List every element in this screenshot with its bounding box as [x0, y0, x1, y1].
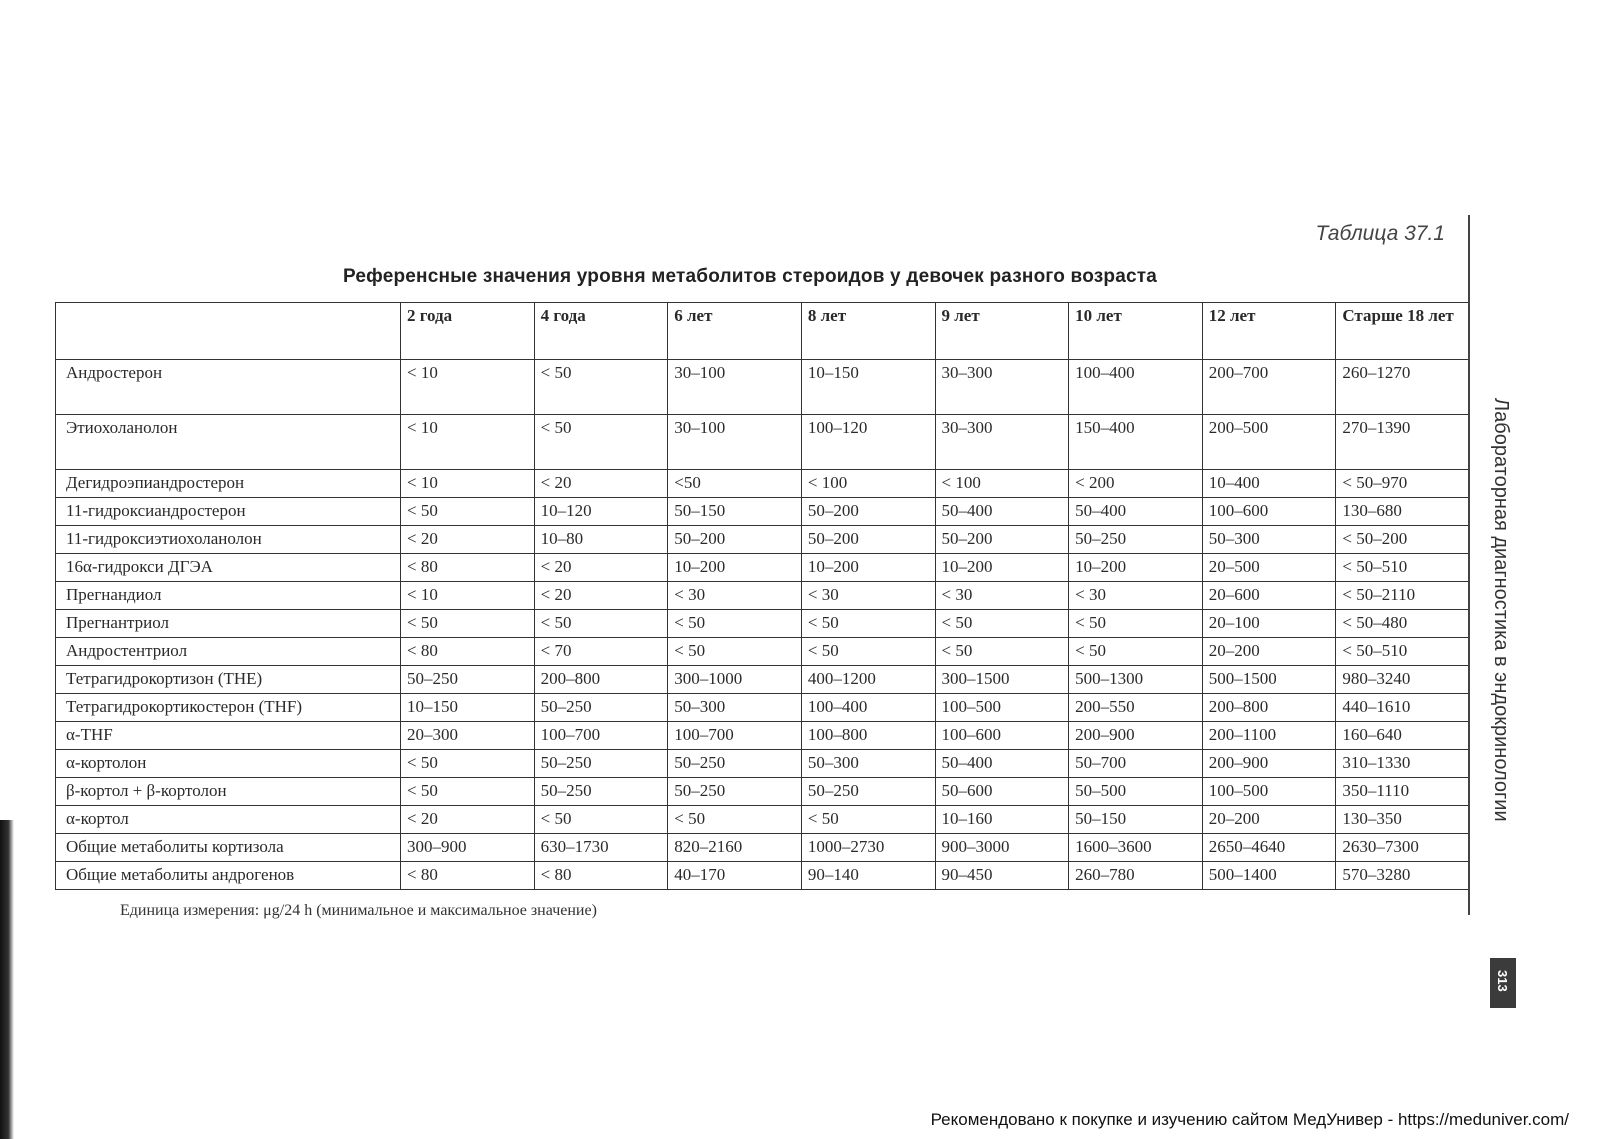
value-cell: 200–1100	[1202, 722, 1336, 750]
value-cell: < 50	[401, 498, 535, 526]
value-cell: 200–900	[1069, 722, 1203, 750]
value-cell: < 50–510	[1336, 554, 1470, 582]
value-cell: 130–350	[1336, 806, 1470, 834]
value-cell: 900–3000	[935, 834, 1069, 862]
value-cell: 20–200	[1202, 638, 1336, 666]
value-cell: 50–250	[668, 750, 802, 778]
value-cell: < 10	[401, 360, 535, 415]
table-row	[56, 554, 1470, 582]
value-cell: 10–200	[935, 554, 1069, 582]
header-cell: 6 лет	[668, 303, 802, 360]
value-cell: 100–700	[534, 722, 668, 750]
value-cell: < 20	[401, 806, 535, 834]
value-cell: 200–500	[1202, 415, 1336, 470]
table-row	[56, 806, 1470, 834]
value-cell: 50–400	[1069, 498, 1203, 526]
value-cell: 50–250	[801, 778, 935, 806]
value-cell: < 50	[534, 610, 668, 638]
value-cell: < 50	[401, 610, 535, 638]
metabolite-name-cell: 11-гидроксиандростерон	[56, 498, 401, 526]
value-cell: 50–150	[1069, 806, 1203, 834]
table-body	[56, 360, 1470, 890]
value-cell: 100–400	[1069, 360, 1203, 415]
table-title: Референсные значения уровня метаболитов стероидов у девочек разного возраста	[342, 266, 1158, 287]
metabolite-name-cell: α-кортол	[56, 806, 401, 834]
value-cell: 300–1500	[935, 666, 1069, 694]
value-cell: 400–1200	[801, 666, 935, 694]
value-cell: 440–1610	[1336, 694, 1470, 722]
value-cell: 300–900	[401, 834, 535, 862]
value-cell: 100–500	[1202, 778, 1336, 806]
table-row	[56, 834, 1470, 862]
value-cell: < 50	[801, 806, 935, 834]
value-cell: 50–600	[935, 778, 1069, 806]
value-cell: < 70	[534, 638, 668, 666]
value-cell: 90–140	[801, 862, 935, 890]
value-cell: < 30	[1069, 582, 1203, 610]
value-cell: < 50	[935, 610, 1069, 638]
value-cell: 10–80	[534, 526, 668, 554]
header-cell: 12 лет	[1202, 303, 1336, 360]
value-cell: < 50	[401, 750, 535, 778]
value-cell: < 50	[801, 610, 935, 638]
header-cell: Старше 18 лет	[1336, 303, 1470, 360]
value-cell: 100–600	[935, 722, 1069, 750]
value-cell: 200–900	[1202, 750, 1336, 778]
value-cell: < 50–510	[1336, 638, 1470, 666]
value-cell: 50–200	[801, 498, 935, 526]
value-cell: 50–150	[668, 498, 802, 526]
value-cell: 90–450	[935, 862, 1069, 890]
metabolite-name-cell: Прегнандиол	[56, 582, 401, 610]
value-cell: 20–600	[1202, 582, 1336, 610]
value-cell: < 50	[801, 638, 935, 666]
metabolite-name-cell: α-THF	[56, 722, 401, 750]
value-cell: 30–300	[935, 415, 1069, 470]
table-row	[56, 498, 1470, 526]
metabolite-name-cell: Общие метаболиты андрогенов	[56, 862, 401, 890]
value-cell: 310–1330	[1336, 750, 1470, 778]
value-cell: 20–100	[1202, 610, 1336, 638]
value-cell: < 50	[1069, 638, 1203, 666]
value-cell: < 50	[401, 778, 535, 806]
value-cell: 50–300	[668, 694, 802, 722]
table-row	[56, 415, 1470, 470]
value-cell: < 50	[1069, 610, 1203, 638]
table-number: Таблица 37.1	[1315, 222, 1445, 245]
metabolite-name-cell: Тетрагидрокортикостерон (THF)	[56, 694, 401, 722]
value-cell: 50–700	[1069, 750, 1203, 778]
value-cell: 100–120	[801, 415, 935, 470]
value-cell: < 50	[534, 360, 668, 415]
value-cell: 2650–4640	[1202, 834, 1336, 862]
value-cell: 10–150	[801, 360, 935, 415]
value-cell: 10–400	[1202, 470, 1336, 498]
value-cell: 200–550	[1069, 694, 1203, 722]
header-cell	[56, 303, 401, 360]
value-cell: 200–700	[1202, 360, 1336, 415]
table-row	[56, 722, 1470, 750]
metabolite-name-cell: Прегнантриол	[56, 610, 401, 638]
value-cell: 820–2160	[668, 834, 802, 862]
bottom-watermark-note: Рекомендовано к покупке и изучению сайтом МедУнивер - https://meduniver.com/	[930, 1110, 1569, 1129]
page-number: 313	[1495, 970, 1510, 992]
value-cell: < 80	[401, 862, 535, 890]
table-row	[56, 470, 1470, 498]
margin-rule	[1468, 215, 1470, 915]
value-cell: 100–400	[801, 694, 935, 722]
value-cell: < 20	[534, 470, 668, 498]
value-cell: 100–700	[668, 722, 802, 750]
metabolite-name-cell: Общие метаболиты кортизола	[56, 834, 401, 862]
value-cell: 50–250	[668, 778, 802, 806]
value-cell: < 10	[401, 582, 535, 610]
value-cell: 130–680	[1336, 498, 1470, 526]
value-cell: 1600–3600	[1069, 834, 1203, 862]
value-cell: < 50–2110	[1336, 582, 1470, 610]
value-cell: 500–1500	[1202, 666, 1336, 694]
table-row	[56, 862, 1470, 890]
value-cell: 10–200	[668, 554, 802, 582]
value-cell: 10–200	[1069, 554, 1203, 582]
value-cell: < 80	[401, 638, 535, 666]
value-cell: 50–250	[534, 778, 668, 806]
page-number-badge	[1490, 958, 1516, 1008]
metabolite-name-cell: α-кортолон	[56, 750, 401, 778]
metabolite-name-cell: 16α-гидрокси ДГЭА	[56, 554, 401, 582]
value-cell: 50–250	[401, 666, 535, 694]
value-cell: < 50	[668, 806, 802, 834]
value-cell: < 10	[401, 470, 535, 498]
table-row	[56, 666, 1470, 694]
value-cell: 30–100	[668, 360, 802, 415]
reference-values-table	[55, 302, 1470, 890]
value-cell: 200–800	[534, 666, 668, 694]
value-cell: < 50–200	[1336, 526, 1470, 554]
value-cell: 30–100	[668, 415, 802, 470]
value-cell: 50–400	[935, 750, 1069, 778]
table-row	[56, 582, 1470, 610]
table-row	[56, 610, 1470, 638]
value-cell: 30–300	[935, 360, 1069, 415]
value-cell: < 50	[534, 415, 668, 470]
value-cell: 500–1300	[1069, 666, 1203, 694]
value-cell: 300–1000	[668, 666, 802, 694]
value-cell: 10–200	[801, 554, 935, 582]
value-cell: 50–250	[534, 694, 668, 722]
value-cell: 980–3240	[1336, 666, 1470, 694]
value-cell: < 50	[668, 638, 802, 666]
value-cell: 20–300	[401, 722, 535, 750]
value-cell: 100–800	[801, 722, 935, 750]
value-cell: 260–780	[1069, 862, 1203, 890]
value-cell: 200–800	[1202, 694, 1336, 722]
value-cell: 20–200	[1202, 806, 1336, 834]
value-cell: < 20	[534, 582, 668, 610]
value-cell: < 30	[801, 582, 935, 610]
metabolite-name-cell: Дегидроэпиандростерон	[56, 470, 401, 498]
header-cell: 8 лет	[801, 303, 935, 360]
value-cell: 50–500	[1069, 778, 1203, 806]
value-cell: 150–400	[1069, 415, 1203, 470]
value-cell: 50–200	[668, 526, 802, 554]
table-row	[56, 526, 1470, 554]
value-cell: 270–1390	[1336, 415, 1470, 470]
value-cell: 260–1270	[1336, 360, 1470, 415]
value-cell: < 50	[668, 610, 802, 638]
page-edge-shadow	[0, 820, 14, 1139]
value-cell: 570–3280	[1336, 862, 1470, 890]
value-cell: 50–400	[935, 498, 1069, 526]
metabolite-name-cell: Этиохоланолон	[56, 415, 401, 470]
value-cell: 2630–7300	[1336, 834, 1470, 862]
value-cell: < 200	[1069, 470, 1203, 498]
value-cell: 40–170	[668, 862, 802, 890]
header-cell: 9 лет	[935, 303, 1069, 360]
value-cell: 10–160	[935, 806, 1069, 834]
value-cell: < 50	[534, 806, 668, 834]
metabolite-name-cell: Андростерон	[56, 360, 401, 415]
metabolite-name-cell: Андростентриол	[56, 638, 401, 666]
table-row	[56, 750, 1470, 778]
value-cell: 100–500	[935, 694, 1069, 722]
table-row	[56, 778, 1470, 806]
value-cell: < 30	[668, 582, 802, 610]
value-cell: 100–600	[1202, 498, 1336, 526]
table-row	[56, 694, 1470, 722]
value-cell: < 30	[935, 582, 1069, 610]
chapter-caption: Лабораторная диагностика в эндокринологии	[1490, 398, 1512, 822]
value-cell: 50–300	[801, 750, 935, 778]
value-cell: < 10	[401, 415, 535, 470]
table-header-row	[56, 303, 1470, 360]
value-cell: 50–300	[1202, 526, 1336, 554]
value-cell: 10–150	[401, 694, 535, 722]
metabolite-name-cell: Тетрагидрокортизон (THE)	[56, 666, 401, 694]
value-cell: < 50	[935, 638, 1069, 666]
value-cell: < 50–480	[1336, 610, 1470, 638]
value-cell: < 100	[935, 470, 1069, 498]
table-row	[56, 360, 1470, 415]
value-cell: 50–250	[1069, 526, 1203, 554]
value-cell: 10–120	[534, 498, 668, 526]
value-cell: < 100	[801, 470, 935, 498]
metabolite-name-cell: 11-гидроксиэтиохоланолон	[56, 526, 401, 554]
value-cell: < 20	[534, 554, 668, 582]
metabolite-name-cell: β-кортол + β-кортолон	[56, 778, 401, 806]
table-row	[56, 638, 1470, 666]
header-cell: 10 лет	[1069, 303, 1203, 360]
unit-footnote: Единица измерения: μg/24 h (минимальное и максимальное значение)	[120, 902, 597, 919]
value-cell: < 50–970	[1336, 470, 1470, 498]
value-cell: 20–500	[1202, 554, 1336, 582]
value-cell: < 20	[401, 526, 535, 554]
value-cell: 50–250	[534, 750, 668, 778]
value-cell: < 80	[401, 554, 535, 582]
value-cell: 350–1110	[1336, 778, 1470, 806]
header-cell: 4 года	[534, 303, 668, 360]
header-cell: 2 года	[401, 303, 535, 360]
value-cell: 500–1400	[1202, 862, 1336, 890]
value-cell: 50–200	[935, 526, 1069, 554]
value-cell: 50–200	[801, 526, 935, 554]
value-cell: < 80	[534, 862, 668, 890]
value-cell: <50	[668, 470, 802, 498]
value-cell: 630–1730	[534, 834, 668, 862]
value-cell: 1000–2730	[801, 834, 935, 862]
value-cell: 160–640	[1336, 722, 1470, 750]
